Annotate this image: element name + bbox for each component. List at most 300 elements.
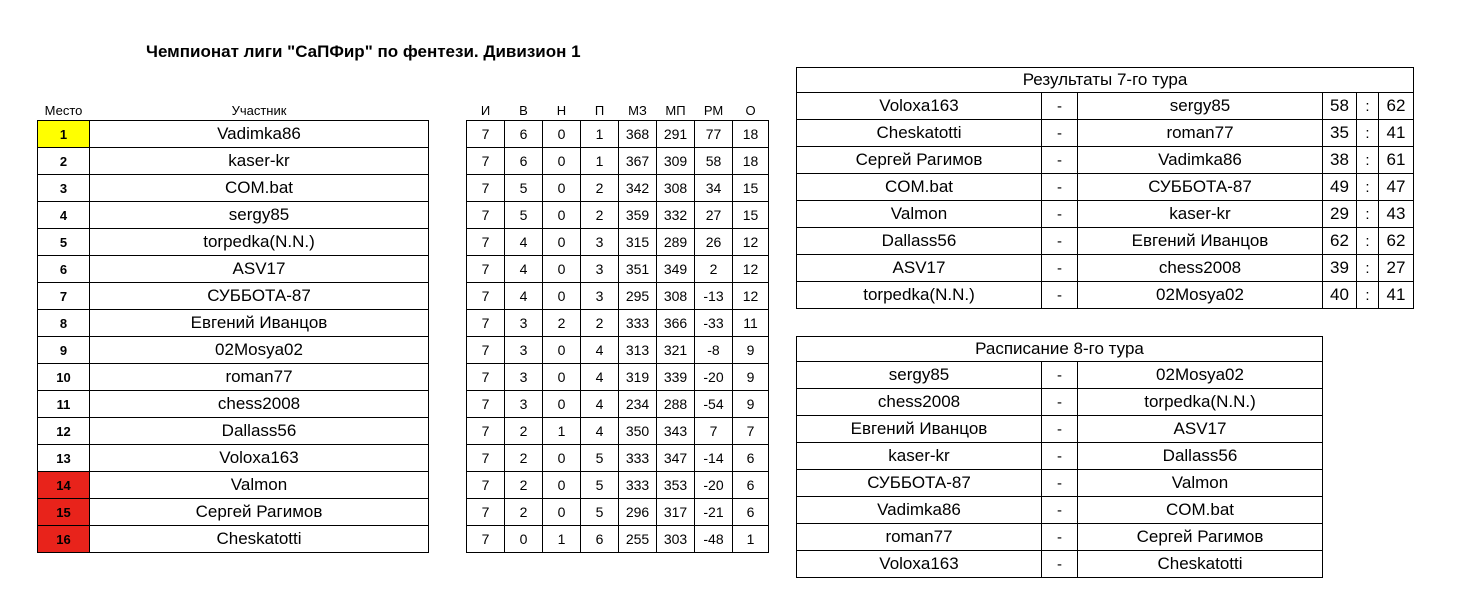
stat-cell-p: 5: [581, 445, 619, 472]
stat-cell-mz: 315: [619, 229, 657, 256]
stat-cell-v: 6: [505, 121, 543, 148]
standings-row: [38, 256, 769, 283]
stat-cell-v: 4: [505, 229, 543, 256]
stat-cell-rm: 77: [695, 121, 733, 148]
away-team-cell: sergy85: [1078, 93, 1323, 120]
standings-row: [38, 364, 769, 391]
dash-cell: -: [1042, 120, 1078, 147]
place-cell: 7: [38, 283, 90, 310]
participant-cell: kaser-kr: [90, 148, 429, 175]
place-cell: 16: [38, 526, 90, 553]
standings-row: [38, 445, 769, 472]
stat-cell-mz: 367: [619, 148, 657, 175]
place-cell: 15: [38, 499, 90, 526]
stat-cell-rm: 2: [695, 256, 733, 283]
participant-cell: Valmon: [90, 472, 429, 499]
spacer-cell: [429, 445, 467, 472]
home-team-cell: Voloxa163: [797, 551, 1042, 578]
stat-cell-p: 3: [581, 283, 619, 310]
place-cell: 3: [38, 175, 90, 202]
score-separator-cell: :: [1357, 120, 1379, 147]
stat-cell-mp: 289: [657, 229, 695, 256]
score-separator-cell: :: [1357, 255, 1379, 282]
stat-cell-p: 5: [581, 472, 619, 499]
stat-cell-n: 0: [543, 256, 581, 283]
schedule-row: [797, 497, 1323, 524]
stat-cell-mz: 359: [619, 202, 657, 229]
participant-cell: СУББОТА-87: [90, 283, 429, 310]
away-score-cell: 41: [1379, 282, 1414, 309]
schedule-row: [797, 389, 1323, 416]
stat-cell-mp: 366: [657, 310, 695, 337]
stat-cell-rm: 58: [695, 148, 733, 175]
stat-cell-p: 2: [581, 175, 619, 202]
standings-header-row: [38, 94, 769, 121]
standings-row: [38, 283, 769, 310]
schedule-title: Расписание 8-го тура: [797, 337, 1323, 362]
home-team-cell: torpedka(N.N.): [797, 282, 1042, 309]
participant-cell: torpedka(N.N.): [90, 229, 429, 256]
dash-cell: -: [1042, 443, 1078, 470]
stat-cell-i: 7: [467, 526, 505, 553]
spacer-cell: [429, 202, 467, 229]
away-team-cell: Dallass56: [1078, 443, 1323, 470]
home-team-cell: Cheskatotti: [797, 120, 1042, 147]
score-separator-cell: :: [1357, 201, 1379, 228]
dash-cell: -: [1042, 147, 1078, 174]
stat-cell-i: 7: [467, 229, 505, 256]
participant-cell: Cheskatotti: [90, 526, 429, 553]
stat-cell-rm: -48: [695, 526, 733, 553]
page-title: Чемпионат лиги "СаПФир" по фентези. Дивизион 1: [146, 42, 581, 61]
participant-cell: sergy85: [90, 202, 429, 229]
stat-cell-o: 18: [733, 121, 769, 148]
stat-cell-mz: 351: [619, 256, 657, 283]
away-team-cell: 02Mosya02: [1078, 362, 1323, 389]
stat-cell-i: 7: [467, 445, 505, 472]
home-score-cell: 40: [1323, 282, 1357, 309]
participant-cell: Сергей Рагимов: [90, 499, 429, 526]
stat-cell-mz: 295: [619, 283, 657, 310]
spacer-cell: [429, 121, 467, 148]
stat-cell-mp: 343: [657, 418, 695, 445]
stat-cell-o: 12: [733, 256, 769, 283]
home-team-cell: Dallass56: [797, 228, 1042, 255]
stat-cell-p: 3: [581, 229, 619, 256]
dash-cell: -: [1042, 228, 1078, 255]
away-score-cell: 41: [1379, 120, 1414, 147]
stat-cell-v: 2: [505, 445, 543, 472]
stat-cell-v: 3: [505, 310, 543, 337]
stat-cell-n: 0: [543, 283, 581, 310]
home-score-cell: 29: [1323, 201, 1357, 228]
stat-cell-v: 2: [505, 499, 543, 526]
stat-cell-o: 6: [733, 445, 769, 472]
score-separator-cell: :: [1357, 228, 1379, 255]
place-cell: 10: [38, 364, 90, 391]
stat-cell-v: 3: [505, 364, 543, 391]
spacer-cell: [429, 472, 467, 499]
stat-cell-v: 2: [505, 472, 543, 499]
stat-cell-n: 0: [543, 472, 581, 499]
stat-cell-mz: 234: [619, 391, 657, 418]
stat-cell-p: 2: [581, 310, 619, 337]
stat-cell-i: 7: [467, 175, 505, 202]
stat-cell-o: 11: [733, 310, 769, 337]
stat-cell-p: 5: [581, 499, 619, 526]
stat-cell-p: 2: [581, 202, 619, 229]
dash-cell: -: [1042, 497, 1078, 524]
stat-cell-o: 6: [733, 499, 769, 526]
spacer-cell: [429, 391, 467, 418]
stat-cell-mz: 296: [619, 499, 657, 526]
stat-cell-i: 7: [467, 472, 505, 499]
place-cell: 11: [38, 391, 90, 418]
stat-cell-rm: -20: [695, 364, 733, 391]
stat-cell-mz: 342: [619, 175, 657, 202]
stat-cell-mz: 255: [619, 526, 657, 553]
stat-cell-rm: 27: [695, 202, 733, 229]
result-row: [797, 147, 1414, 174]
stat-cell-n: 0: [543, 121, 581, 148]
schedule-row: [797, 416, 1323, 443]
place-cell: 9: [38, 337, 90, 364]
stat-cell-n: 0: [543, 499, 581, 526]
stat-cell-mp: 308: [657, 175, 695, 202]
schedule-row: [797, 470, 1323, 497]
stat-cell-mz: 368: [619, 121, 657, 148]
stat-cell-n: 0: [543, 148, 581, 175]
stat-cell-o: 12: [733, 283, 769, 310]
stat-cell-rm: 26: [695, 229, 733, 256]
stat-cell-n: 0: [543, 337, 581, 364]
result-row: [797, 228, 1414, 255]
dash-cell: -: [1042, 389, 1078, 416]
dash-cell: -: [1042, 362, 1078, 389]
stat-cell-mz: 333: [619, 310, 657, 337]
home-team-cell: Vadimka86: [797, 497, 1042, 524]
stat-cell-mz: 313: [619, 337, 657, 364]
stat-cell-n: 0: [543, 445, 581, 472]
header-draws: Н: [556, 103, 567, 118]
stat-cell-v: 6: [505, 148, 543, 175]
participant-cell: chess2008: [90, 391, 429, 418]
home-team-cell: Voloxa163: [797, 93, 1042, 120]
spacer-cell: [429, 256, 467, 283]
stat-cell-i: 7: [467, 391, 505, 418]
stat-cell-mp: 332: [657, 202, 695, 229]
stat-cell-mp: 309: [657, 148, 695, 175]
stat-cell-mp: 349: [657, 256, 695, 283]
stat-cell-v: 5: [505, 175, 543, 202]
standings-row: [38, 310, 769, 337]
home-team-cell: Сергей Рагимов: [797, 147, 1042, 174]
header-place: Место: [44, 103, 83, 118]
stat-cell-rm: 34: [695, 175, 733, 202]
header-wins: В: [519, 103, 528, 118]
header-points: О: [745, 103, 756, 118]
stat-cell-o: 1: [733, 526, 769, 553]
stat-cell-o: 12: [733, 229, 769, 256]
stat-cell-mp: 317: [657, 499, 695, 526]
stat-cell-mp: 347: [657, 445, 695, 472]
stat-cell-p: 4: [581, 364, 619, 391]
away-score-cell: 27: [1379, 255, 1414, 282]
standings-row: [38, 229, 769, 256]
header-losses: П: [594, 103, 605, 118]
participant-cell: roman77: [90, 364, 429, 391]
standings-row: [38, 499, 769, 526]
stat-cell-n: 1: [543, 418, 581, 445]
stat-cell-mz: 333: [619, 472, 657, 499]
stat-cell-rm: -14: [695, 445, 733, 472]
stat-cell-rm: -21: [695, 499, 733, 526]
place-cell: 1: [38, 121, 90, 148]
standings-row: [38, 202, 769, 229]
participant-cell: ASV17: [90, 256, 429, 283]
stat-cell-o: 6: [733, 472, 769, 499]
dash-cell: -: [1042, 470, 1078, 497]
stat-cell-o: 18: [733, 148, 769, 175]
stat-cell-p: 1: [581, 121, 619, 148]
away-team-cell: COM.bat: [1078, 497, 1323, 524]
home-score-cell: 38: [1323, 147, 1357, 174]
stat-cell-o: 7: [733, 418, 769, 445]
header-gap: [429, 94, 467, 121]
results-table: [796, 67, 1414, 309]
spacer-cell: [429, 499, 467, 526]
stat-cell-rm: -20: [695, 472, 733, 499]
spacer-cell: [429, 364, 467, 391]
schedule-row: [797, 443, 1323, 470]
home-score-cell: 35: [1323, 120, 1357, 147]
score-separator-cell: :: [1357, 174, 1379, 201]
home-team-cell: sergy85: [797, 362, 1042, 389]
stat-cell-i: 7: [467, 310, 505, 337]
participant-cell: COM.bat: [90, 175, 429, 202]
standings-table: [37, 94, 769, 553]
home-team-cell: ASV17: [797, 255, 1042, 282]
stat-cell-n: 0: [543, 364, 581, 391]
participant-cell: Voloxa163: [90, 445, 429, 472]
stat-cell-v: 3: [505, 391, 543, 418]
standings-row: [38, 391, 769, 418]
results-title-row: [797, 68, 1414, 93]
stat-cell-rm: -54: [695, 391, 733, 418]
stat-cell-mp: 308: [657, 283, 695, 310]
result-row: [797, 120, 1414, 147]
away-score-cell: 47: [1379, 174, 1414, 201]
dash-cell: -: [1042, 174, 1078, 201]
stat-cell-mp: 303: [657, 526, 695, 553]
score-separator-cell: :: [1357, 282, 1379, 309]
place-cell: 6: [38, 256, 90, 283]
stat-cell-o: 9: [733, 364, 769, 391]
away-team-cell: kaser-kr: [1078, 201, 1323, 228]
stat-cell-n: 0: [543, 229, 581, 256]
schedule-row: [797, 362, 1323, 389]
participant-cell: 02Mosya02: [90, 337, 429, 364]
stat-cell-i: 7: [467, 148, 505, 175]
dash-cell: -: [1042, 93, 1078, 120]
standings-row: [38, 472, 769, 499]
away-score-cell: 62: [1379, 228, 1414, 255]
participant-cell: Евгений Иванцов: [90, 310, 429, 337]
dash-cell: -: [1042, 201, 1078, 228]
standings-row: [38, 418, 769, 445]
place-cell: 8: [38, 310, 90, 337]
dash-cell: -: [1042, 524, 1078, 551]
home-score-cell: 49: [1323, 174, 1357, 201]
away-score-cell: 61: [1379, 147, 1414, 174]
away-team-cell: chess2008: [1078, 255, 1323, 282]
home-team-cell: СУББОТА-87: [797, 470, 1042, 497]
stat-cell-p: 4: [581, 418, 619, 445]
place-cell: 13: [38, 445, 90, 472]
place-cell: 2: [38, 148, 90, 175]
spacer-cell: [429, 175, 467, 202]
stat-cell-rm: 7: [695, 418, 733, 445]
stat-cell-p: 4: [581, 337, 619, 364]
home-team-cell: kaser-kr: [797, 443, 1042, 470]
standings-row: [38, 526, 769, 553]
header-games: И: [480, 103, 491, 118]
schedule-row: [797, 551, 1323, 578]
stat-cell-o: 15: [733, 175, 769, 202]
away-team-cell: Valmon: [1078, 470, 1323, 497]
stat-cell-mz: 319: [619, 364, 657, 391]
standings-row: [38, 148, 769, 175]
header-participant: Участник: [231, 103, 287, 118]
stat-cell-i: 7: [467, 256, 505, 283]
stat-cell-v: 4: [505, 256, 543, 283]
stat-cell-p: 1: [581, 148, 619, 175]
dash-cell: -: [1042, 255, 1078, 282]
spacer-cell: [429, 310, 467, 337]
home-team-cell: Евгений Иванцов: [797, 416, 1042, 443]
participant-cell: Vadimka86: [90, 121, 429, 148]
result-row: [797, 174, 1414, 201]
dash-cell: -: [1042, 416, 1078, 443]
home-team-cell: Valmon: [797, 201, 1042, 228]
spacer-cell: [429, 283, 467, 310]
stat-cell-o: 9: [733, 337, 769, 364]
stat-cell-n: 0: [543, 175, 581, 202]
stat-cell-i: 7: [467, 202, 505, 229]
header-conceded: МП: [665, 103, 686, 118]
stat-cell-p: 4: [581, 391, 619, 418]
header-scored: МЗ: [628, 103, 647, 118]
home-team-cell: roman77: [797, 524, 1042, 551]
header-difference: РМ: [703, 103, 724, 118]
dash-cell: -: [1042, 282, 1078, 309]
standings-row: [38, 121, 769, 148]
away-team-cell: Cheskatotti: [1078, 551, 1323, 578]
stat-cell-i: 7: [467, 364, 505, 391]
stat-cell-v: 2: [505, 418, 543, 445]
stat-cell-mp: 339: [657, 364, 695, 391]
away-team-cell: Евгений Иванцов: [1078, 228, 1323, 255]
schedule-title-row: [797, 337, 1323, 362]
stat-cell-mp: 353: [657, 472, 695, 499]
stat-cell-rm: -33: [695, 310, 733, 337]
away-team-cell: roman77: [1078, 120, 1323, 147]
place-cell: 14: [38, 472, 90, 499]
result-row: [797, 282, 1414, 309]
home-score-cell: 62: [1323, 228, 1357, 255]
stat-cell-o: 9: [733, 391, 769, 418]
participant-cell: Dallass56: [90, 418, 429, 445]
stat-cell-i: 7: [467, 283, 505, 310]
stat-cell-mz: 350: [619, 418, 657, 445]
spacer-cell: [429, 229, 467, 256]
stat-cell-n: 2: [543, 310, 581, 337]
result-row: [797, 93, 1414, 120]
home-score-cell: 39: [1323, 255, 1357, 282]
spacer-cell: [429, 148, 467, 175]
stat-cell-o: 15: [733, 202, 769, 229]
stat-cell-rm: -13: [695, 283, 733, 310]
stat-cell-v: 5: [505, 202, 543, 229]
place-cell: 4: [38, 202, 90, 229]
stat-cell-i: 7: [467, 337, 505, 364]
away-team-cell: ASV17: [1078, 416, 1323, 443]
spacer-cell: [429, 526, 467, 553]
away-team-cell: Vadimka86: [1078, 147, 1323, 174]
stat-cell-mp: 288: [657, 391, 695, 418]
result-row: [797, 255, 1414, 282]
stat-cell-i: 7: [467, 499, 505, 526]
stat-cell-n: 1: [543, 526, 581, 553]
place-cell: 12: [38, 418, 90, 445]
stat-cell-p: 3: [581, 256, 619, 283]
stat-cell-n: 0: [543, 391, 581, 418]
schedule-row: [797, 524, 1323, 551]
stat-cell-n: 0: [543, 202, 581, 229]
stat-cell-v: 0: [505, 526, 543, 553]
away-team-cell: torpedka(N.N.): [1078, 389, 1323, 416]
score-separator-cell: :: [1357, 93, 1379, 120]
spacer-cell: [429, 418, 467, 445]
place-cell: 5: [38, 229, 90, 256]
standings-row: [38, 337, 769, 364]
stat-cell-i: 7: [467, 121, 505, 148]
stat-cell-i: 7: [467, 418, 505, 445]
score-separator-cell: :: [1357, 147, 1379, 174]
schedule-table: [796, 336, 1323, 578]
stat-cell-p: 6: [581, 526, 619, 553]
standings-row: [38, 175, 769, 202]
stat-cell-mp: 291: [657, 121, 695, 148]
spacer-cell: [429, 337, 467, 364]
away-team-cell: Сергей Рагимов: [1078, 524, 1323, 551]
away-score-cell: 43: [1379, 201, 1414, 228]
away-team-cell: СУББОТА-87: [1078, 174, 1323, 201]
stat-cell-mz: 333: [619, 445, 657, 472]
home-score-cell: 58: [1323, 93, 1357, 120]
away-team-cell: 02Mosya02: [1078, 282, 1323, 309]
away-score-cell: 62: [1379, 93, 1414, 120]
stat-cell-v: 3: [505, 337, 543, 364]
stat-cell-mp: 321: [657, 337, 695, 364]
result-row: [797, 201, 1414, 228]
dash-cell: -: [1042, 551, 1078, 578]
stat-cell-v: 4: [505, 283, 543, 310]
results-title: Результаты 7-го тура: [797, 68, 1414, 93]
stat-cell-rm: -8: [695, 337, 733, 364]
home-team-cell: COM.bat: [797, 174, 1042, 201]
home-team-cell: chess2008: [797, 389, 1042, 416]
